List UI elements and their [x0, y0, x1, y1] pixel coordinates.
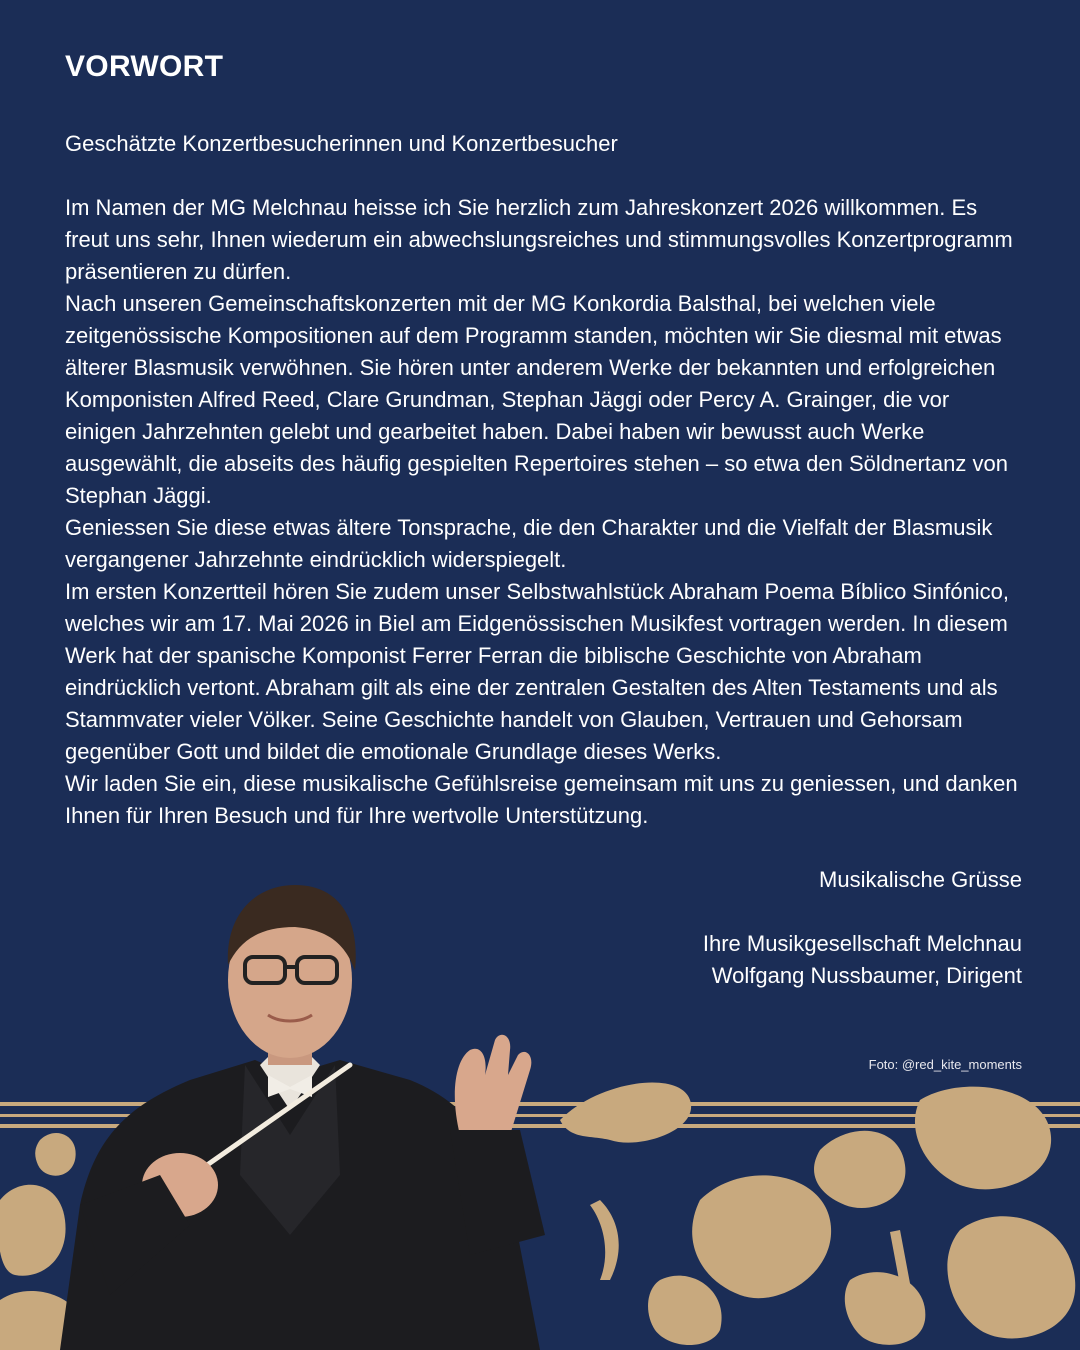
page-title: VORWORT — [65, 50, 224, 83]
signature — [703, 928, 1022, 992]
paragraph: Im ersten Konzertteil hören Sie zudem unser Selbstwahlstück Abraham Poema Bíblico Sinfónico, welches wir am 17. Mai 2026 in Biel am Eidgenössischen Musikfest vortragen werden. In diesem Werk hat der spanische Komponist Ferrer Ferran die biblische Geschichte von Abraham eindrücklich vertont. Abraham gilt als eine der zentralen Gestalten des Alten Testaments und als Stammvater vieler Völker. Seine Geschichte handelt von Glauben, Vertrauen und Gehorsam gegenüber Gott und bildet die emotionale Grundlage dieses Werks. — [65, 579, 1010, 764]
signature-organization: Ihre Musikgesellschaft Melchnau — [702, 931, 1022, 956]
signature-conductor: Wolfgang Nussbaumer, Dirigent — [711, 963, 1022, 988]
paragraph: Wir laden Sie ein, diese musikalische Gefühlsreise gemeinsam mit uns zu geniessen, und danken Ihnen für Ihren Besuch und für Ihre wertvolle Unterstützung. — [65, 771, 1018, 828]
paragraph: Geniessen Sie diese etwas ältere Tonsprache, die den Charakter und die Vielfalt der Blasmusik vergangener Jahrzehnte eindrücklich widerspiegelt. — [65, 515, 993, 572]
paragraph: Nach unseren Gemeinschaftskonzerten mit der MG Konkordia Balsthal, bei welchen viele zeitgenössische Kompositionen auf dem Programm standen, möchten wir Sie diesmal mit etwas älterer Blasmusik verwöhnen. Sie hören unter anderem Werke der bekannten und erfolgreichen Komponisten Alfred Reed, Clare Grundman, Stephan Jäggi oder Percy A. Grainger, die vor einigen Jahrzehnten gelebt und gearbeitet haben. Dabei haben wir bewusst auch Werke ausgewählt, die abseits des häufig gespielten Repertoires stehen – so etwa den Söldnertanz von Stephan Jäggi. — [65, 291, 1008, 508]
photo-credit: Foto: @red_kite_moments — [868, 1057, 1022, 1072]
closing-greeting: Musikalische Grüsse — [819, 867, 1022, 892]
conductor-photo-icon — [40, 875, 560, 1350]
foreword-body — [65, 192, 1025, 832]
salutation: Geschätzte Konzertbesucherinnen und Konzertbesucher — [65, 131, 618, 156]
paragraph: Im Namen der MG Melchnau heisse ich Sie herzlich zum Jahreskonzert 2026 willkommen. Es freut uns sehr, Ihnen wiederum ein abwechslungsreiches und stimmungsvolles Konzertprogramm präsentieren zu dürfen. — [65, 195, 1013, 284]
